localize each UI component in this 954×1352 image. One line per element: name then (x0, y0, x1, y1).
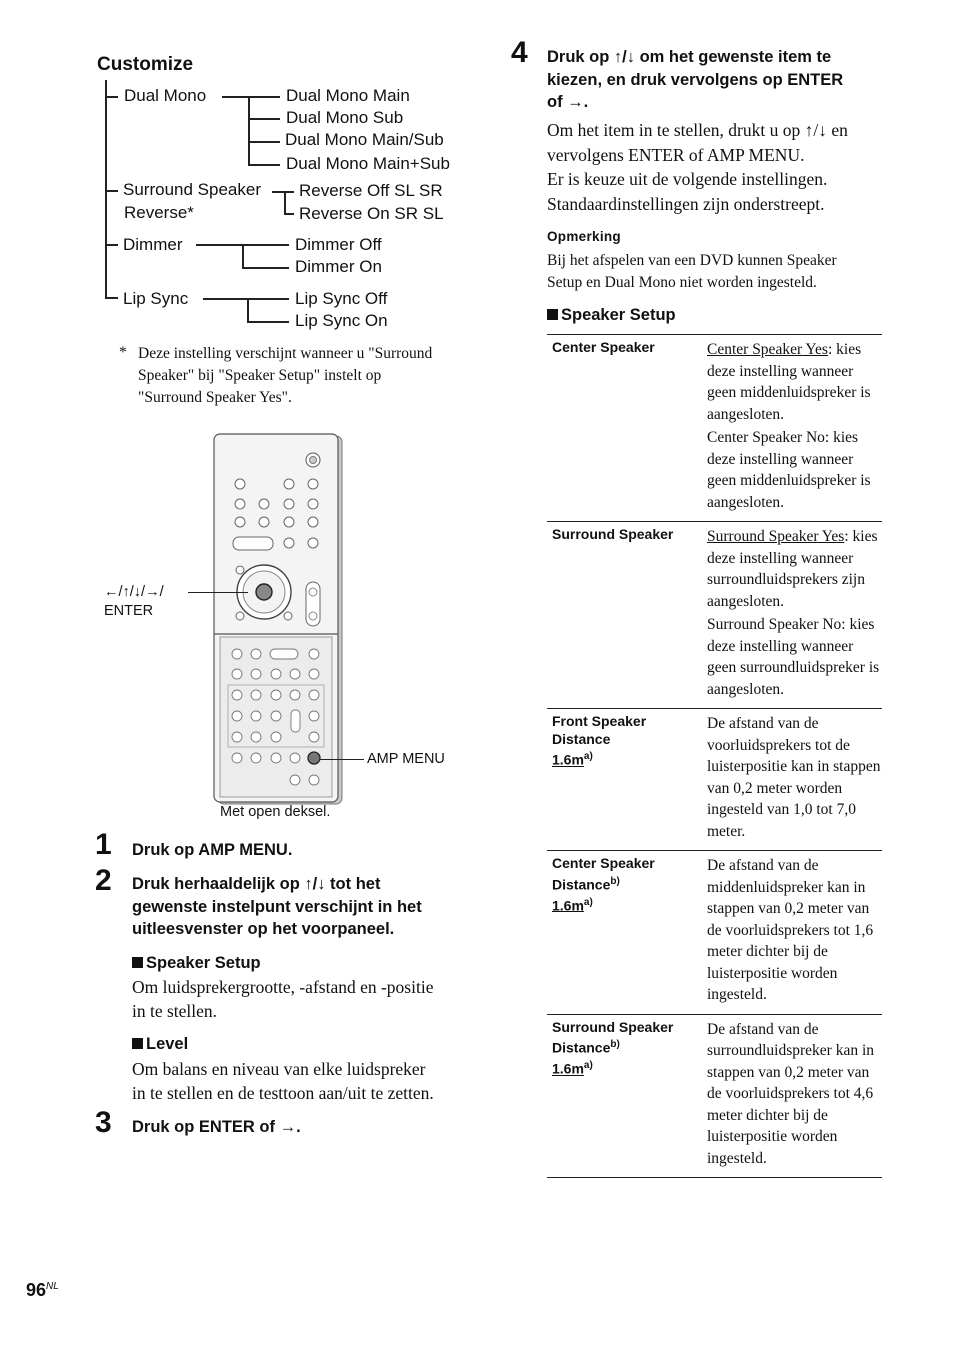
step-4-number: 4 (511, 36, 528, 69)
step-3-number: 3 (95, 1106, 112, 1139)
customize-heading: Customize (97, 54, 194, 75)
row-key: Center Speaker (547, 335, 702, 522)
row-key: Front Speaker Distance $1.6m^{a)}$ (547, 709, 702, 851)
figure-caption: Met open deksel. (220, 804, 331, 820)
note-text: Bij het afspelen van een DVD kunnen Speaker Setup en Dual Mono niet worden ingesteld. (547, 252, 837, 291)
dimmer-option: Dimmer Off (295, 235, 382, 254)
row-key: Surround Speaker (547, 522, 702, 709)
table-row (547, 335, 882, 522)
table-row (547, 522, 882, 709)
surround-reverse-label-2: Reverse* (124, 203, 194, 222)
row-key: Center Speaker Distance$^{b)}$ $1.6m^{a)}$ (547, 851, 702, 1015)
dual-mono-option: Dual Mono Main+Sub (286, 154, 450, 173)
square-bullet-icon (132, 957, 143, 968)
surround-reverse-option: Reverse Off SL SR (299, 181, 443, 200)
row-description: De afstand van de voorluidsprekers tot de luisterpositie kan in stappen van 0,2 meter worden ingesteld van 1,0 tot 7,0 meter. (702, 709, 882, 851)
amp-menu-callout-line (320, 759, 364, 760)
dimmer-option: Dimmer On (295, 257, 382, 276)
level-subheading: Level (132, 1035, 188, 1054)
note-heading: Opmerking (547, 229, 621, 244)
lip-sync-option: Lip Sync Off (295, 289, 388, 308)
lip-sync-label: Lip Sync (123, 289, 189, 308)
table-row (547, 1014, 882, 1178)
step-3-text: Druk op ENTER of →. (132, 1118, 301, 1136)
footnote-text: Deze instelling verschijnt wanneer u "Surround Speaker" bij "Speaker Setup" instelt op "Surround Speaker Yes". (138, 345, 433, 406)
speaker-setup-description: Om luidsprekergrootte, -afstand en -positie in te stellen. (132, 977, 434, 1021)
amp-menu-label: AMP MENU (367, 751, 445, 767)
dual-mono-option: Dual Mono Main (286, 86, 410, 105)
lip-sync-option: Lip Sync On (295, 311, 388, 330)
surround-reverse-option: Reverse On SR SL (299, 204, 444, 223)
square-bullet-icon (132, 1038, 143, 1049)
dual-mono-option: Dual Mono Sub (286, 108, 404, 127)
enter-label: ENTER (104, 603, 154, 619)
footnote-mark: * (119, 344, 127, 361)
step-4-text: Druk op ↑/↓ om het gewenste item te kiezen, en druk vervolgens op ENTER of →. (547, 48, 844, 111)
arrows-label: ←/↑/↓/→/ (104, 584, 164, 600)
dual-mono-label: Dual Mono (124, 86, 207, 105)
surround-reverse-label: Surround Speaker (123, 180, 261, 199)
speaker-setup-subheading: Speaker Setup (132, 954, 261, 973)
row-description: Center Speaker Yes: kies deze instelling wanneer geen middenluidspreker is aangesloten. Center Speaker No: kies deze instelling wanneer geen middenluidspreker is aangesloten. (702, 335, 882, 522)
step-1-number: 1 (95, 828, 112, 861)
page-number: $96^{NL}$ (26, 1280, 59, 1300)
speaker-setup-table-heading: Speaker Setup (547, 306, 676, 325)
table-row (547, 851, 882, 1015)
dual-mono-option: Dual Mono Main/Sub (285, 130, 444, 149)
level-description: Om balans en niveau van elke luidspreker in te stellen en de testtoon aan/uit te zetten. (132, 1059, 434, 1103)
step-1-text: Druk op AMP MENU. (132, 841, 293, 859)
dimmer-label: Dimmer (123, 235, 183, 254)
row-description: De afstand van de middenluidspreker kan in stappen van 0,2 meter van de voorluidsprekers tot 1,6 meter dichter bij de luisterpositie worden ingesteld. (702, 851, 882, 1015)
enter-callout-line (188, 592, 248, 593)
step-2-number: 2 (95, 864, 112, 897)
row-key: Surround Speaker Distance$^{b)}$ $1.6m^{a)}$ (547, 1014, 702, 1178)
remote-control-illustration (180, 430, 360, 810)
row-description: De afstand van de surroundluidspreker kan in stappen van 0,2 meter van de voorluidsprekers tot 4,6 meter dichter bij de luisterpositie worden ingesteld. (702, 1014, 882, 1178)
row-description: Surround Speaker Yes: kies deze instelling wanneer surroundluidsprekers zijn aangesloten. Surround Speaker No: kies deze instelling wanneer geen surroundluidspreker is aangesloten. (702, 522, 882, 709)
table-row (547, 709, 882, 851)
speaker-setup-table (547, 334, 882, 1178)
step-2-text: Druk herhaaldelijk op ↑/↓ tot het gewenste instelpunt verschijnt in het uitleesvenster op het voorpaneel. (132, 875, 422, 938)
step-4-body: Om het item in te stellen, drukt u op ↑/↓ en vervolgens ENTER of AMP MENU. Er is keuze uit de volgende instellingen. Standaardinstellingen zijn onderstreept. (547, 120, 848, 214)
square-bullet-icon (547, 309, 558, 320)
